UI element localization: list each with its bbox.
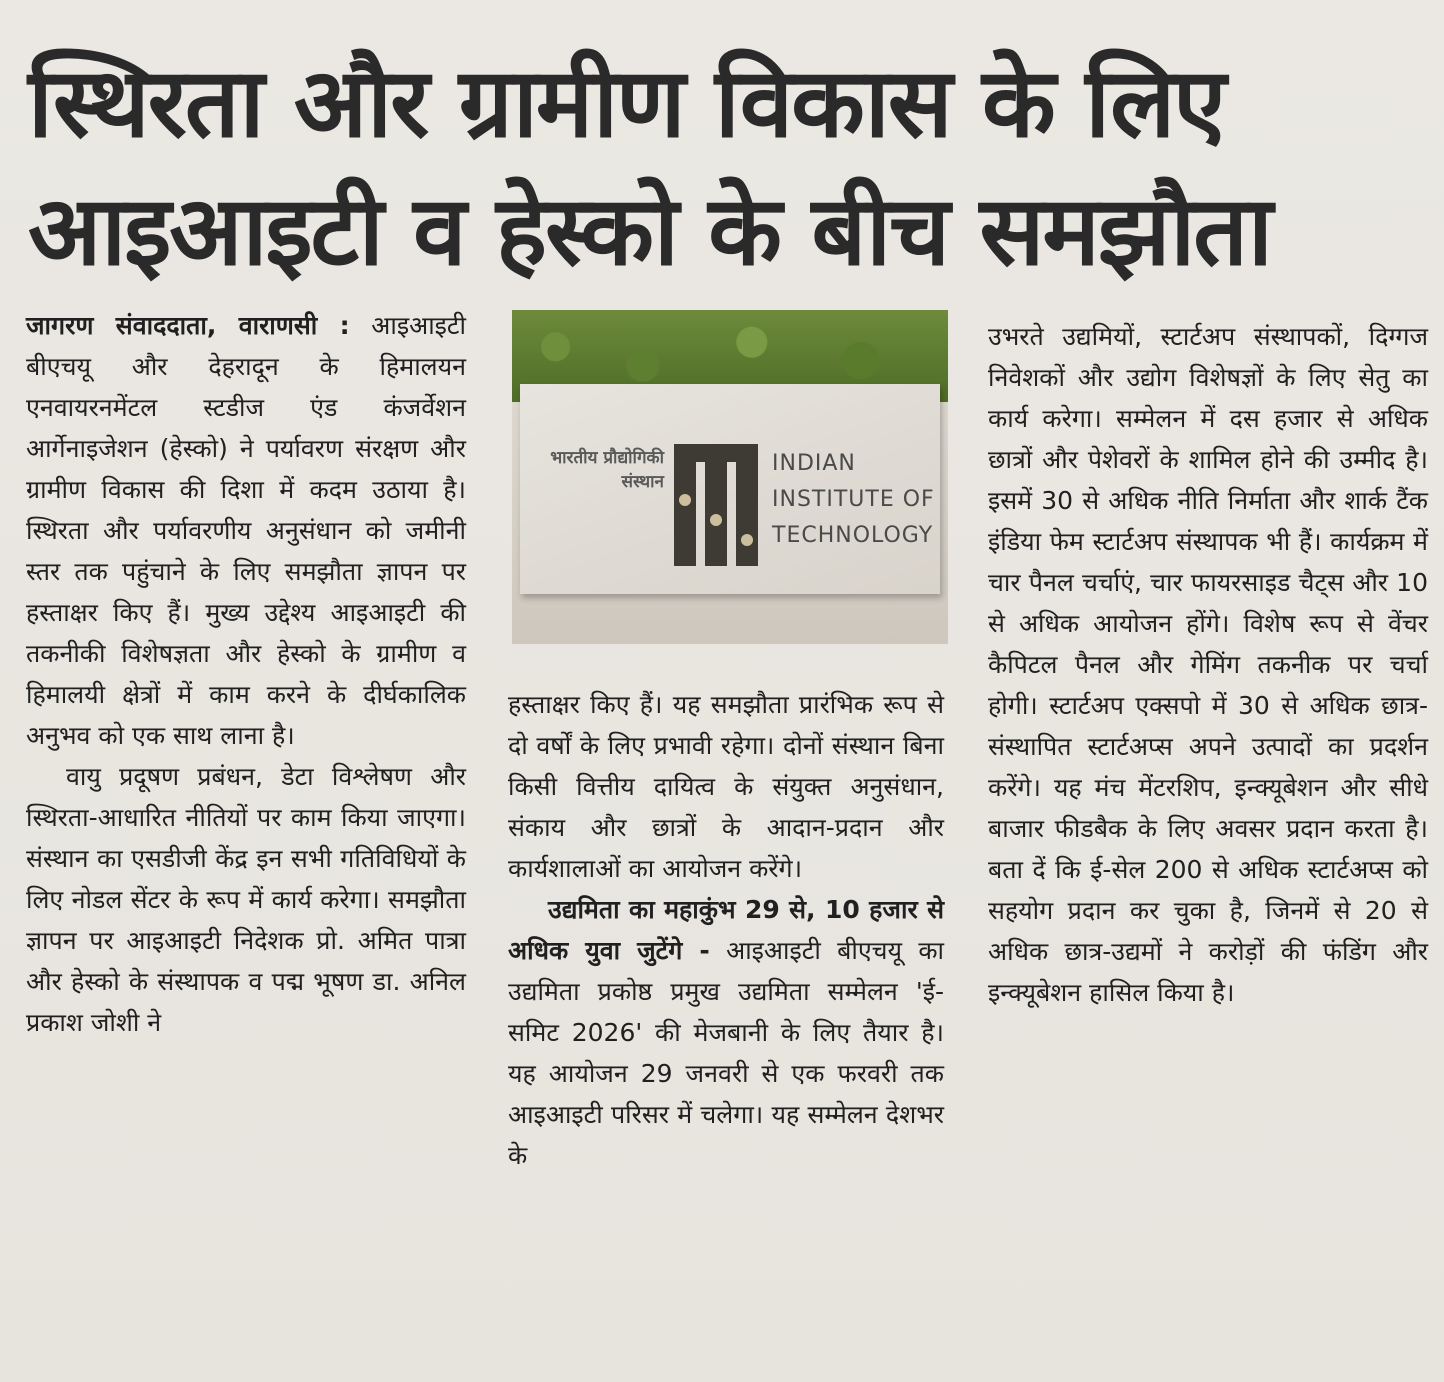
headline [28, 39, 1388, 295]
article-column-3 [988, 316, 1428, 1013]
iit-logo-icon [670, 440, 762, 570]
plaque-english-text: INDIAN INSTITUTE OF TECHNOLOGY [772, 451, 935, 548]
subheading: उद्यमिता का महाकुंभ 29 से, 10 हजार से अधिक युवा जुटेंगे - [508, 895, 944, 965]
article-column-2 [508, 684, 944, 1176]
article-column-1 [26, 305, 466, 1043]
column-3-para-1: उभरते उद्यमियों, स्टार्टअप संस्थापकों, दिग्गज निवेशकों और उद्योग विशेषज्ञों के लिए सेतु का कार्य करेगा। सम्मेलन में दस हजार से अधिक छात्रों और पेशेवरों के शामिल होने की उम्मीद है। इसमें 30 से अधिक नीति निर्माता और शार्क टैंक इंडिया फेम स्टार्टअप संस्थापक भी हैं। कार्यक्रम में चार पैनल चर्चाएं, चार फायरसाइड चैट्स और 10 से अधिक आयोजन होंगे। विशेष रूप से वेंचर कैपिटल पैनल और गेमिंग तकनीक पर चर्चा होगी। स्टार्टअप एक्सपो में 30 से अधिक छात्र-संस्थापित स्टार्टअप्स अपने उत्पादों का प्रदर्शन करेंगे। यह मंच मेंटरशिप, इन्क्यूबेशन और सीधे बाजार फीडबैक के लिए अवसर प्रदान करता है। बता दें कि ई-सेल 200 से अधिक स्टार्टअप्स को सहयोग प्रदान कर चुका है, जिनमें से 20 से अधिक छात्र-उद्यमों ने करोड़ों की फंडिंग और इन्क्यूबेशन हासिल किया है। [988, 322, 1428, 1007]
plaque-hindi-text: भारतीय प्रौद्योगिकी संस्थान [550, 448, 664, 492]
column-1-para-1 [26, 305, 466, 756]
article-text: आइआइटी बीएचयू और देहरादून के हिमालयन एनवायरनमेंटल स्टडीज एंड कंजर्वेशन आर्गेनाइजेशन (हेस्को) ने पर्यावरण संरक्षण और ग्रामीण विकास की दिशा में कदम उठाया है। स्थिरता और पर्यावरणीय अनुसंधान को जमीनी स्तर तक पहुंचाने के लिए समझौता ज्ञापन पर हस्ताक्षर किए हैं। मुख्य उद्देश्य आइआइटी की तकनीकी विशेषज्ञता और हेस्को के ग्रामीण व हिमालयी क्षेत्रों में काम करने के दीर्घकालिक अनुभव को एक साथ लाना है। [26, 311, 466, 750]
article-text: आइआइटी बीएचयू का उद्यमिता प्रकोष्ठ प्रमुख उद्यमिता सम्मेलन 'ई-समिट 2026' की मेजबानी के लिए तैयार है। यह आयोजन 29 जनवरी से एक फरवरी तक आइआइटी परिसर में चलेगा। यह सम्मेलन देशभर के [508, 936, 944, 1170]
byline: जागरण संवाददाता, वाराणसी : [26, 311, 350, 340]
headline-line-2: आइआइटी व हेस्को के बीच समझौता [28, 175, 1271, 288]
iit-plaque-photo [512, 310, 948, 644]
headline-line-1: स्थिरता और ग्रामीण विकास के लिए [28, 47, 1225, 160]
column-2-para-1: हस्ताक्षर किए हैं। यह समझौता प्रारंभिक रूप से दो वर्षों के लिए प्रभावी रहेगा। दोनों संस्थान बिना किसी वित्तीय दायित्व के संयुक्त अनुसंधान, संकाय और छात्रों के आदान-प्रदान और कार्यशालाओं का आयोजन करेंगे। [508, 690, 944, 883]
column-1-para-2: वायु प्रदूषण प्रबंधन, डेटा विश्लेषण और स्थिरता-आधारित नीतियों पर काम किया जाएगा। संस्थान का एसडीजी केंद्र इन सभी गतिविधियों के लिए नोडल सेंटर के रूप में कार्य करेगा। समझौता ज्ञापन पर आइआइटी निदेशक प्रो. अमित पात्रा और हेस्को के संस्थापक व पद्म भूषण डा. अनिल प्रकाश जोशी ने [26, 762, 466, 1037]
column-2-para-2 [508, 889, 944, 1176]
